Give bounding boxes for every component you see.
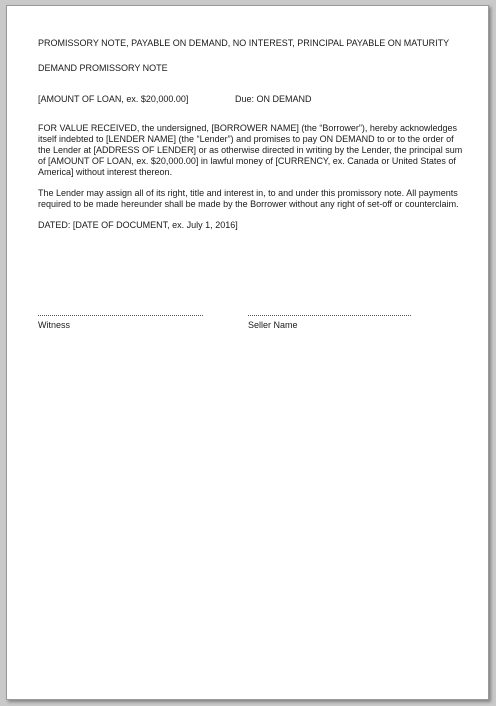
document-body <box>38 38 466 231</box>
document-page <box>6 5 489 700</box>
signature-row <box>38 308 458 338</box>
seller-signature-block <box>248 308 411 331</box>
document-subtitle: DEMAND PROMISSORY NOTE <box>38 63 168 73</box>
amount-due-row <box>38 94 466 105</box>
witness-label: Witness <box>38 320 71 330</box>
assignment-paragraph: The Lender may assign all of its right, title and interest in, to and under this promissory note. All payments required to be made hereunder shall be made by the Borrower without any right of set-off or counterclaim. <box>38 188 459 209</box>
value-received-paragraph: FOR VALUE RECEIVED, the undersigned, [BORROWER NAME] (the “Borrower”), hereby acknowledges itself indebted to [LENDER NAME] (the “Lender”) and promises to pay ON DEMAND to or to the order of the Lender at [ADDRESS OF LENDER] or as otherwise directed in writing by the Lender, the principal sum of [AMOUNT OF LOAN, ex. $20,000.00] in lawful money of [CURRENCY, ex. Canada or United States of America] without interest thereon. <box>38 123 463 177</box>
document-title: PROMISSORY NOTE, PAYABLE ON DEMAND, NO INTEREST, PRINCIPAL PAYABLE ON MATURITY <box>38 38 450 48</box>
loan-amount: [AMOUNT OF LOAN, ex. $20,000.00] <box>38 94 189 104</box>
witness-signature-block <box>38 308 203 331</box>
witness-signature-line <box>38 308 203 316</box>
due-terms: Due: ON DEMAND <box>235 94 312 104</box>
dated-line: DATED: [DATE OF DOCUMENT, ex. July 1, 2016] <box>38 220 238 230</box>
seller-signature-line <box>248 308 411 316</box>
seller-label: Seller Name <box>248 320 298 330</box>
